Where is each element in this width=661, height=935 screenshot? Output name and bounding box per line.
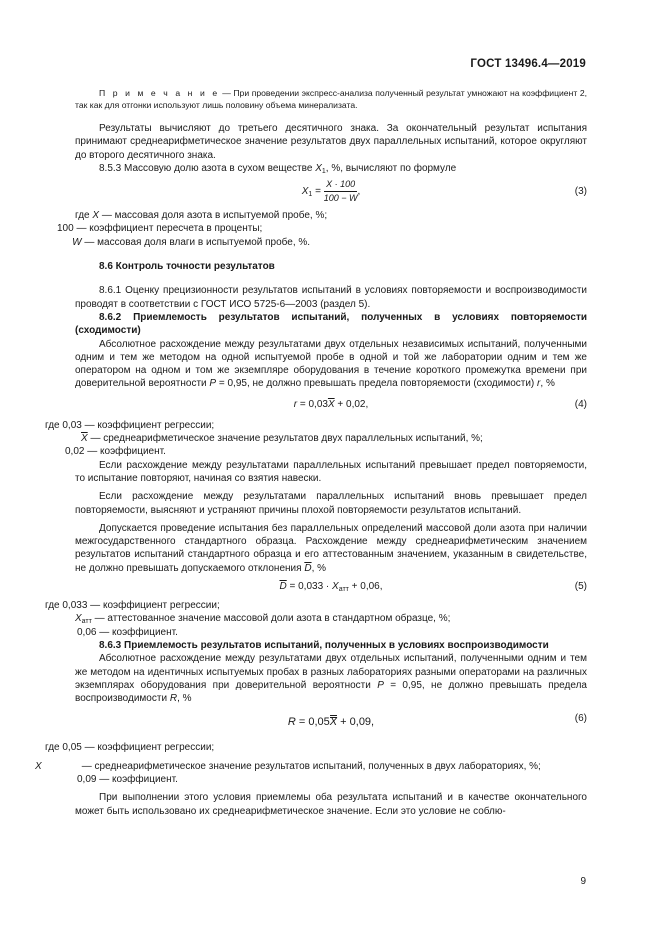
definition-003: где 0,03 — коэффициент регрессии; — [45, 419, 215, 431]
definition-w: W — массовая доля влаги в испытуемой пробе, %. — [72, 236, 311, 248]
formula-4: $r = 0,03\overline{X} + 0,02$, (4) — [293, 398, 587, 410]
section-8-6-2-title: 8.6.2 Приемлемость результатов испытаний, полученных в условиях повторяемости (сходимости) — [75, 311, 587, 337]
paragraph-861: 8.6.1 Оценку прецизионности результатов испытаний в условиях повторяемости и воспроизводимости проводят в соответствии с ГОСТ ИСО 5725-6—2003 (раздел 5). — [75, 285, 587, 310]
paragraph-reference-sample: Допускается проведение испытания без параллельных определений массовой доли азота при наличии межгосударственного стандартного образца. Расхождение между среднеарифметическим значением результатов испытаний стандартного образца и его аттестованным значением, указанным в свидетельстве, не должно превышать допускаемого отклонения $\overline{D}$, % — [75, 522, 587, 574]
definition-100: 100 — коэффициент пересчета в проценты; — [57, 223, 263, 235]
paragraph-repeat-1: Если расхождение между результатами параллельных испытаний превышает предел повторяемости, то испытание повторяют, начиная со взятия навески. — [75, 459, 587, 484]
section-8-6-3-title: 8.6.3 Приемлемость результатов испытаний, полученных в условиях воспроизводимости — [99, 639, 549, 651]
paragraph-862: Абсолютное расхождение между результатами двух отдельных независимых испытаний, полученными одним и тем же методом на одной испытуемой пробе в одной и той же лаборатории одним и тем же оператором на одном и том же экземпляре оборудования в течение короткого промежутка времени при доверительной вероятности P = 0,95, не должно превышать предела повторяемости (сходимости) r, % — [75, 338, 587, 390]
paragraph-rounding: Результаты вычисляют до третьего десятичного знака. За окончательный результат испытания принимают среднеарифметическое значение результатов двух параллельных испытаний, которое округляют до второго десятичного знака. — [75, 123, 587, 161]
definition-xatt: $X_{атт}$ — аттестованное значение массовой доли азота в стандартном образце, %; — [75, 613, 451, 626]
definition-xbar: $\overline{X}$ — среднеарифметическое значение результатов двух параллельных испытаний, %; — [81, 433, 483, 445]
formula-number-3: (3) — [574, 186, 587, 198]
definition-x: где X — массовая доля азота в испытуемой пробе, %; — [75, 210, 328, 222]
definition-002: 0,02 — коэффициент. — [65, 446, 166, 458]
standard-header: ГОСТ 13496.4—2019 — [470, 58, 586, 70]
paragraph-853: 8.5.3 Массовую долю азота в сухом веществе $X_1$, %, вычисляют по формуле — [99, 162, 457, 175]
formula-number-6: (6) — [574, 713, 587, 725]
formula-5: $\overline{D} = 0,033 \cdot X_{атт} + 0,06$, (5) — [279, 581, 587, 594]
formula-6: R = 0,05X + 0,09, (6) — [287, 713, 587, 729]
fraction: $\frac{X \cdot 100}{100 - W}$ — [323, 179, 358, 204]
definition-005: где 0,05 — коэффициент регрессии; — [45, 742, 215, 754]
note-label: П р и м е ч а н и е — [99, 88, 220, 98]
page-number: 9 — [580, 876, 586, 887]
paragraph-863: Абсолютное расхождение между результатами двух отдельных испытаний, полученными одним и тем же методом на идентичных испытуемых пробах в разных лабораториях разными операторами на различных экземплярах оборудования при доверительной вероятности P = 0,95, не должно превышать предела воспроизводимости R, % — [75, 653, 587, 705]
note-text: — При проведении экспресс-анализа полученный результат умножают на коэффициент 2, так как для отгонки используют лишь половину объема минерализата. — [75, 88, 588, 110]
formula-3: $X_1$ = $\frac{X \cdot 100}{100 - W}$ , (3) — [301, 179, 587, 204]
paragraph-repeat-2: Если расхождение между результатами параллельных испытаний вновь превышает предел повторяемости, выясняют и устраняют причины плохой повторяемости результатов испытаний. — [75, 491, 587, 516]
definition-009: 0,09 — коэффициент. — [77, 773, 178, 785]
paragraph-final: При выполнении этого условия приемлемы оба результата испытаний и в качестве окончательного может быть использовано их среднеарифметическое значение. Если это условие не соблю- — [75, 792, 587, 817]
page-content — [35, 88, 588, 818]
definition-006: 0,06 — коэффициент. — [77, 626, 178, 638]
definition-xdoublebar: X — среднеарифметическое значение результатов испытаний, полученных в двух лабораториях, %; — [35, 760, 541, 772]
definition-0033: где 0,033 — коэффициент регрессии; — [45, 600, 220, 612]
formula-number-5: (5) — [574, 581, 587, 593]
section-8-6-title: 8.6 Контроль точности результатов — [99, 261, 275, 273]
formula-number-4: (4) — [574, 398, 587, 410]
note — [75, 88, 587, 111]
